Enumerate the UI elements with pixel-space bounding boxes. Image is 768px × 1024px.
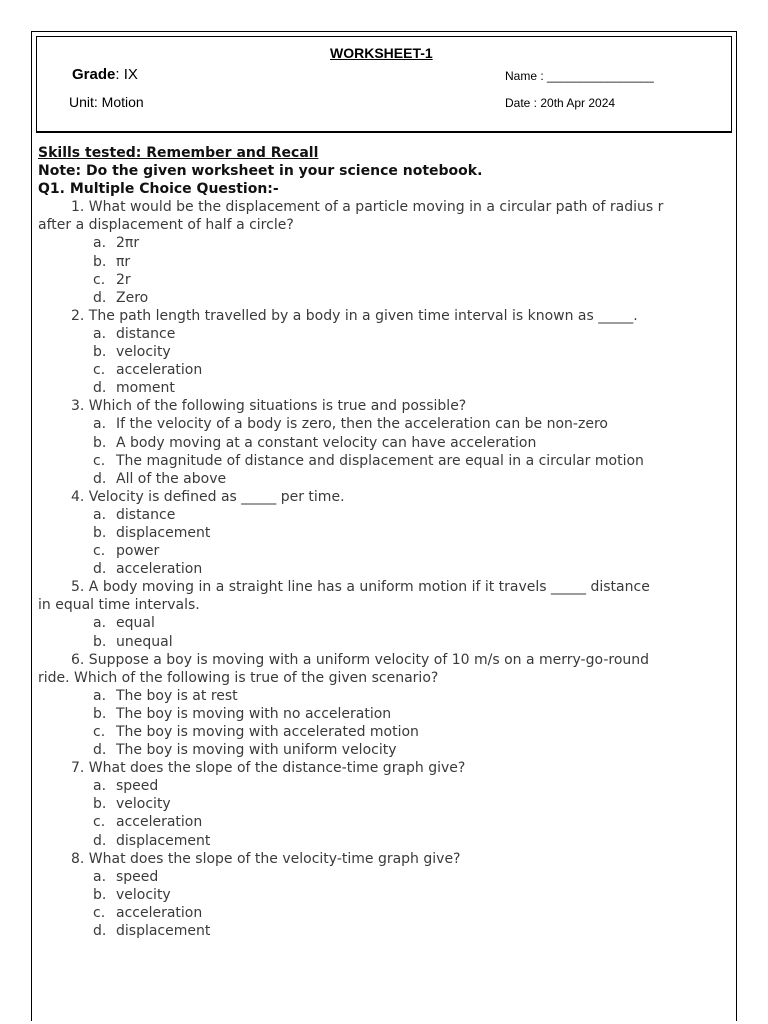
option-b xyxy=(38,343,718,361)
section-title: Q1. Multiple Choice Question:- xyxy=(38,181,279,198)
option-text: velocity xyxy=(116,886,171,903)
option-letter: b. xyxy=(93,633,107,650)
option-text: speed xyxy=(116,868,159,885)
option-letter: a. xyxy=(93,235,107,252)
question-7 xyxy=(38,759,718,849)
option-letter: d. xyxy=(93,289,107,306)
option-a xyxy=(38,506,718,524)
option-letter: a. xyxy=(93,615,107,632)
option-text: Zero xyxy=(116,289,149,306)
option-d xyxy=(38,470,718,488)
option-c xyxy=(38,361,718,379)
option-a xyxy=(38,687,718,705)
option-letter: a. xyxy=(93,416,107,433)
option-text: If the velocity of a body is zero, then the acceleration can be non-zero xyxy=(116,416,608,433)
option-letter: c. xyxy=(93,543,106,560)
question-3 xyxy=(38,397,718,487)
option-text: The boy is moving with uniform velocity xyxy=(116,742,397,759)
worksheet-content xyxy=(38,144,718,940)
option-a xyxy=(38,415,718,433)
option-b xyxy=(38,434,718,452)
option-text: displacement xyxy=(116,923,211,940)
option-letter: b. xyxy=(93,705,107,722)
option-b xyxy=(38,795,718,813)
option-text: distance xyxy=(116,325,176,342)
option-letter: d. xyxy=(93,561,107,578)
option-letter: c. xyxy=(93,452,106,469)
option-letter: d. xyxy=(93,380,107,397)
option-letter: c. xyxy=(93,362,106,379)
question-8 xyxy=(38,850,718,940)
question-list xyxy=(38,198,718,940)
option-text: acceleration xyxy=(116,814,203,831)
option-letter: b. xyxy=(93,434,107,451)
name-field: Name : ________________ xyxy=(505,69,654,83)
option-text: displacement xyxy=(116,832,211,849)
option-letter: a. xyxy=(93,687,107,704)
option-b xyxy=(38,633,718,651)
worksheet-title: WORKSHEET-1 xyxy=(330,45,433,61)
grade-label: Grade xyxy=(72,66,116,83)
option-text: A body moving at a constant velocity can have acceleration xyxy=(116,434,537,451)
option-c xyxy=(38,452,718,470)
question-text: 6. Suppose a boy is moving with a uniform velocity of 10 m/s on a merry-go-round xyxy=(71,651,650,668)
option-a xyxy=(38,868,718,886)
option-letter: d. xyxy=(93,470,107,487)
option-letter: c. xyxy=(93,724,106,740)
option-text: displacement xyxy=(116,524,211,541)
option-text: velocity xyxy=(116,796,171,813)
option-text: acceleration xyxy=(116,904,203,921)
question-text-continued: ride. Which of the following is true of the given scenario? xyxy=(38,669,439,686)
question-text: 3. Which of the following situations is true and possible? xyxy=(71,398,467,415)
option-letter: a. xyxy=(93,325,107,342)
option-letter: a. xyxy=(93,868,107,885)
option-c xyxy=(38,271,718,289)
option-d xyxy=(38,922,718,940)
option-text: 2r xyxy=(116,271,131,288)
option-letter: a. xyxy=(93,506,107,523)
option-letter: b. xyxy=(93,796,107,813)
option-letter: b. xyxy=(93,886,107,903)
option-b xyxy=(38,886,718,904)
option-letter: b. xyxy=(93,253,107,270)
option-a xyxy=(38,234,718,252)
option-letter: b. xyxy=(93,524,107,541)
option-a xyxy=(38,614,718,632)
option-d xyxy=(38,832,718,850)
option-text: acceleration xyxy=(116,561,203,578)
option-c xyxy=(38,542,718,560)
option-letter: a. xyxy=(93,778,107,795)
option-text: The boy is at rest xyxy=(116,687,238,704)
question-text: 8. What does the slope of the velocity-time graph give? xyxy=(71,850,461,867)
option-text: 2πr xyxy=(116,235,140,252)
option-text: The magnitude of distance and displacement are equal in a circular motion xyxy=(116,452,644,469)
question-1 xyxy=(38,198,718,307)
question-text: 4. Velocity is defined as _____ per time. xyxy=(71,488,345,505)
option-letter: c. xyxy=(93,271,106,288)
option-letter: b. xyxy=(93,344,107,361)
grade-value: : IX xyxy=(115,66,138,83)
option-text: velocity xyxy=(116,344,171,361)
question-text: 7. What does the slope of the distance-time graph give? xyxy=(71,760,466,777)
option-d xyxy=(38,741,718,759)
question-text: 5. A body moving in a straight line has a uniform motion if it travels _____ distance xyxy=(71,579,650,596)
option-text: πr xyxy=(116,253,131,270)
option-letter: c. xyxy=(93,814,106,831)
option-text: distance xyxy=(116,506,176,523)
question-text: 1. What would be the displacement of a particle moving in a circular path of radius r xyxy=(71,199,664,216)
date: Date : 20th Apr 2024 xyxy=(505,96,616,110)
option-a xyxy=(38,777,718,795)
option-text: speed xyxy=(116,778,159,795)
option-b xyxy=(38,705,718,723)
option-text: moment xyxy=(116,380,175,397)
option-text: equal xyxy=(116,615,155,632)
option-b xyxy=(38,253,718,271)
option-a xyxy=(38,325,718,343)
note: Note: Do the given worksheet in your science notebook. xyxy=(38,163,483,180)
option-letter: d. xyxy=(93,832,107,849)
option-text: acceleration xyxy=(116,362,203,379)
option-letter: d. xyxy=(93,742,107,759)
option-d xyxy=(38,560,718,578)
option-c xyxy=(38,904,718,922)
question-text-continued: after a displacement of half a circle? xyxy=(38,217,294,234)
option-text: The boy is moving with no acceleration xyxy=(116,705,392,722)
option-text: power xyxy=(116,543,160,560)
question-6 xyxy=(38,651,718,760)
option-d xyxy=(38,379,718,397)
option-text: The boy is moving with accelerated motion xyxy=(116,724,419,740)
option-c xyxy=(38,813,718,831)
question-4 xyxy=(38,488,718,578)
unit: Unit: Motion xyxy=(69,94,144,110)
option-letter: d. xyxy=(93,923,107,940)
option-text: unequal xyxy=(116,633,173,650)
option-d xyxy=(38,289,718,307)
option-c xyxy=(38,723,718,741)
option-text: All of the above xyxy=(116,470,227,487)
question-text-continued: in equal time intervals. xyxy=(38,597,200,614)
option-letter: c. xyxy=(93,904,106,921)
question-5 xyxy=(38,578,718,650)
question-2 xyxy=(38,307,718,397)
option-b xyxy=(38,524,718,542)
skills-tested: Skills tested: Remember and Recall xyxy=(38,145,319,161)
question-text: 2. The path length travelled by a body in a given time interval is known as _____. xyxy=(71,307,638,324)
grade xyxy=(72,66,138,83)
